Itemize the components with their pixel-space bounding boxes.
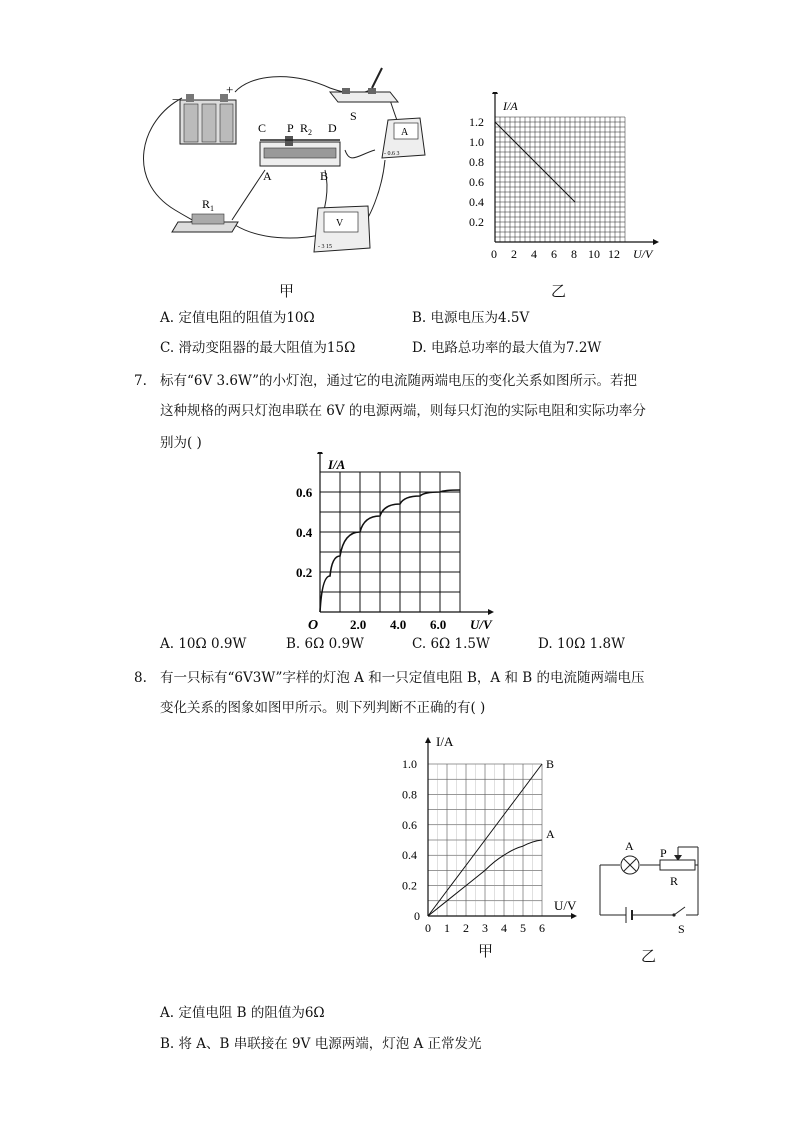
q8-option-a: A. 定值电阻 B 的阻值为6Ω [160,1005,325,1021]
ammeter-icon [382,118,425,158]
y-tick-label: 0.4 [296,525,313,540]
q8-fig1-caption: 甲 [478,942,494,960]
svg-text:A: A [263,169,272,183]
x-tick-label: 8 [571,247,577,261]
x-tick-label: 1 [444,921,450,935]
y-tick-label: 0.2 [296,565,313,580]
svg-text:S: S [678,922,685,935]
y-tick-label: 0.4 [469,195,484,209]
q7-option-d: D. 10Ω 1.8W [538,636,625,652]
x-tick-label: 4.0 [390,617,407,632]
y-tick-label: 0.8 [469,155,484,169]
x-tick-label: 2.0 [350,617,367,632]
x-tick-label: 12 [608,247,620,261]
x-tick-label: 4 [531,247,537,261]
y-tick-label: 1.2 [469,115,484,129]
x-tick-label: 10 [588,247,600,261]
lamp-icon [621,856,639,874]
q8-iu-chart [396,728,596,938]
y-tick-label: 0.2 [402,878,417,893]
x-axis-arrow [488,609,494,615]
svg-text:R: R [670,874,679,888]
series-curve [320,490,460,612]
y-tick-label: 0 [414,909,420,923]
q6-option-d: D. 电路总功率的最大值为7.2W [412,340,602,356]
y-tick-label: 0.6 [469,175,484,189]
y-tick-label: 1.0 [402,757,417,771]
q6-option-b: B. 电源电压为4.5V [412,310,530,326]
svg-text:P: P [287,121,294,135]
x-axis-label: U/V [470,617,492,632]
switch-icon [330,68,398,102]
y-tick-label: 0.2 [469,215,484,229]
x-tick-label: 6.0 [430,617,447,632]
q8-stem-line1: 有一只标有“6V3W”字样的灯泡 A 和一只定值电阻 B，A 和 B 的电流随两端电压 [160,670,645,686]
q7-option-b: B. 6Ω 0.9W [286,636,364,652]
svg-text:R1: $R_1$ [202,197,215,213]
q8-number: 8. [134,670,147,686]
y-tick-label: 1.0 [469,135,484,149]
series-a-label: A [546,827,555,841]
x-tick-label: 5 [520,921,526,935]
x-axis-arrow [653,239,659,245]
svg-text:B: B [320,169,329,183]
svg-text:- 3 15: - 3 15 [318,244,332,250]
y-axis-label: I/A [328,457,346,472]
q6-fig2-caption: 乙 [551,282,567,300]
x-tick-label: 4 [501,921,507,935]
x-axis-label: U/V [633,247,653,261]
y-axis-label: I/A [436,734,454,749]
svg-text:P: P [660,846,667,860]
q7-stem-line1: 标有“6V 3.6W”的小灯泡，通过它的电流随两端电压的变化关系如图所示。若把 [160,373,638,389]
rheostat-icon [260,136,340,166]
q7-iu-chart [290,452,510,632]
minus-label: − [172,92,180,107]
q6-circuit-figure [120,60,450,270]
y-axis-arrow [492,92,498,94]
svg-text:V: V [336,218,344,229]
origin-label: O [308,618,319,632]
x-tick-label: 0 [491,247,497,261]
q7-stem-line3: 别为( ) [160,435,202,451]
x-axis-arrow [571,913,577,919]
q8-option-b: B. 将 A、B 串联接在 9V 电源两端，灯泡 A 正常发光 [160,1036,482,1052]
svg-text:A: A [401,127,409,138]
cell-icon [626,907,632,923]
svg-text:D: D [328,121,337,135]
x-tick-label: 3 [482,921,488,935]
q6-iu-chart [455,92,665,267]
svg-text:- 0.6 3: - 0.6 3 [384,151,400,157]
battery-icon [180,94,236,144]
q8-circuit-figure [590,835,715,935]
switch-icon [672,907,685,917]
x-axis-label: U/V [554,898,577,913]
y-tick-label: 0.6 [296,485,313,500]
svg-text:R2: $R_2$ [300,121,313,137]
y-axis-arrow [425,737,431,743]
x-tick-label: 6 [551,247,557,261]
y-tick-label: 0.4 [402,848,417,863]
switch-s-label: S [350,109,357,123]
rheostat-icon [660,860,695,870]
x-tick-label: 2 [463,921,469,935]
voltmeter-icon [314,206,370,252]
q6-option-c: C. 滑动变阻器的最大阻值为15Ω [160,340,356,356]
q7-option-a: A. 10Ω 0.9W [160,636,247,652]
series-b-label: B [546,757,555,771]
resistor-r1-icon [172,214,238,232]
svg-text:A: A [625,839,634,853]
q8-stem-line2: 变化关系的图象如图甲所示。则下列判断不正确的有( ) [160,700,486,716]
q7-number: 7. [134,373,147,389]
plus-label: + [226,82,234,97]
q7-stem-line2: 这种规格的两只灯泡串联在 6V 的电源两端，则每只灯泡的实际电阻和实际功率分 [160,403,646,419]
x-tick-label: 0 [425,921,431,935]
y-axis-arrow [317,452,323,454]
x-tick-label: 6 [539,921,545,935]
q6-option-a: A. 定值电阻的阻值为10Ω [160,310,315,326]
x-tick-label: 2 [511,247,517,261]
y-tick-label: 0.8 [402,787,417,802]
svg-text:C: C [258,121,267,135]
y-axis-label: I/A [503,99,518,113]
q7-option-c: C. 6Ω 1.5W [412,636,490,652]
q8-fig2-caption: 乙 [641,947,657,965]
y-tick-label: 0.6 [402,817,417,832]
q6-fig1-caption: 甲 [279,282,295,300]
